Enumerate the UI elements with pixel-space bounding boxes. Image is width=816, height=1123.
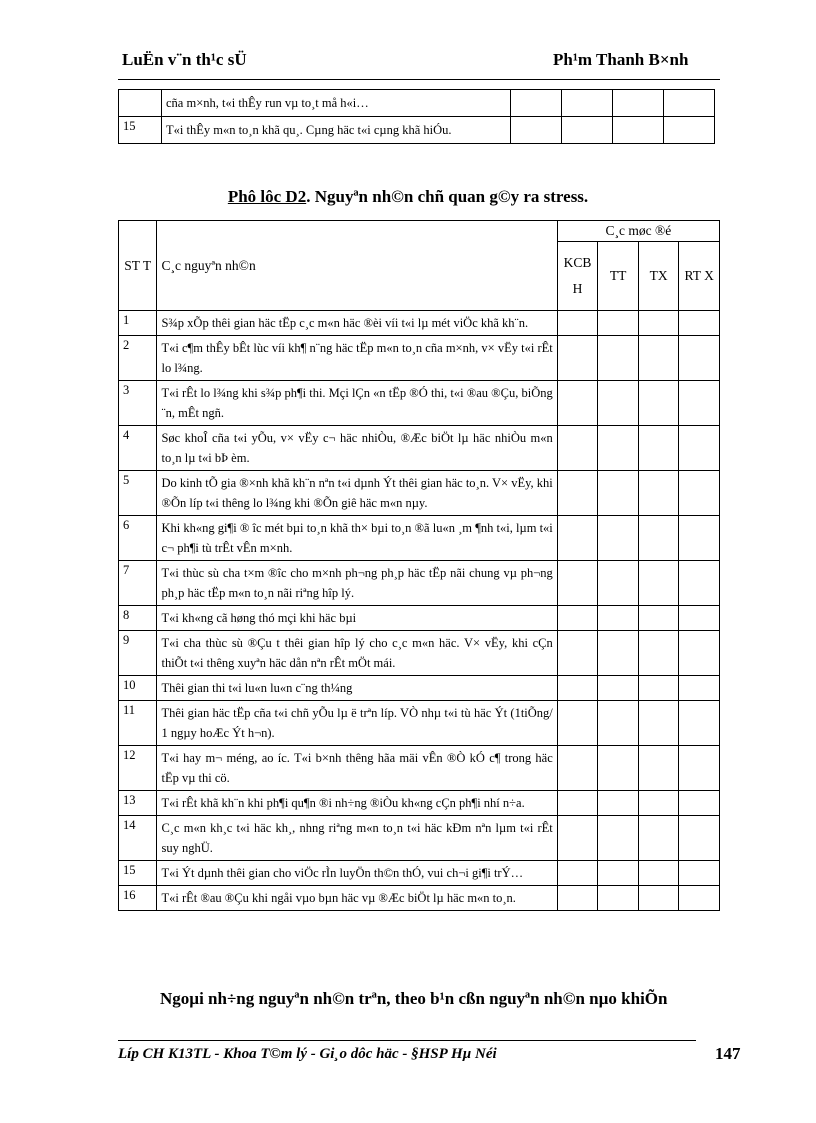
table-row bbox=[119, 631, 720, 676]
level-cell bbox=[613, 117, 664, 144]
section-title bbox=[0, 187, 816, 207]
table-row bbox=[119, 117, 715, 144]
cause-text-cell: T«i c¶m thÊy bÊt lùc víi kh¶ n¨ng häc tËp m«n to¸n cña m×nh, v× vËy t«i rÊt lo l¾ng. bbox=[157, 336, 557, 381]
level-cell bbox=[679, 631, 720, 676]
table-row bbox=[119, 311, 720, 336]
level-cell bbox=[598, 426, 639, 471]
level-cell bbox=[638, 311, 679, 336]
level-cell bbox=[598, 631, 639, 676]
cause-text-cell: Søc khoÎ cña t«i yÕu, v× vËy c¬ häc nhiÒu, ®Æc biÖt lµ häc nhiÒu m«n to¸n lµ t«i bÞ èm. bbox=[157, 426, 557, 471]
table-row bbox=[119, 381, 720, 426]
level-cell bbox=[557, 701, 598, 746]
stt-cell bbox=[119, 90, 162, 117]
header-divider bbox=[118, 79, 720, 80]
level-cell bbox=[679, 746, 720, 791]
level-cell bbox=[638, 631, 679, 676]
level-cell bbox=[638, 471, 679, 516]
col-header-stt: ST T bbox=[119, 221, 157, 311]
cause-text-cell: Thêi gian häc tËp cña t«i chñ yÕu lµ ë trªn líp. VÒ nhµ t«i tù häc Ýt (1tiÕng/ 1 ngµy hoÆc Ýt h¬n). bbox=[157, 701, 557, 746]
level-cell bbox=[598, 676, 639, 701]
level-cell bbox=[638, 606, 679, 631]
level-cell bbox=[557, 746, 598, 791]
section-title-prefix: Phô lôc D2 bbox=[227, 187, 307, 206]
level-cell bbox=[598, 561, 639, 606]
table-row bbox=[119, 746, 720, 791]
table-row bbox=[119, 471, 720, 516]
level-cell bbox=[562, 90, 613, 117]
col-header-tt: TT bbox=[598, 242, 639, 311]
level-cell bbox=[638, 381, 679, 426]
continuation-text: Ngoµi nh÷ng nguyªn nh©n trªn, theo b¹n cßn nguyªn nh©n nµo khiÕn bbox=[160, 989, 668, 1008]
level-cell bbox=[557, 336, 598, 381]
col-header-causes: C¸c nguyªn nh©n bbox=[157, 221, 557, 311]
level-cell bbox=[598, 606, 639, 631]
level-cell bbox=[598, 381, 639, 426]
stt-cell: 14 bbox=[119, 816, 157, 861]
level-cell bbox=[638, 791, 679, 816]
stt-cell: 2 bbox=[119, 336, 157, 381]
table-row bbox=[119, 701, 720, 746]
table-row bbox=[119, 90, 715, 117]
level-cell bbox=[638, 861, 679, 886]
cause-text-cell: T«i hay m¬ méng, ao íc. T«i b×nh thêng hãa mäi vÊn ®Ò kÓ c¶ trong häc tËp vµ thi cö. bbox=[157, 746, 557, 791]
level-cell bbox=[511, 117, 562, 144]
level-cell bbox=[679, 701, 720, 746]
level-cell bbox=[598, 311, 639, 336]
cause-text-cell: Do kinh tÕ gia ®×nh khã kh¨n nªn t«i dµnh Ýt thêi gian häc to¸n. V× vËy, khi ®Õn líp t«i thêng lo l¾ng khi ®Õn giê häc m«n nµy. bbox=[157, 471, 557, 516]
level-cell bbox=[557, 311, 598, 336]
section-title-text: . Nguyªn nh©n chñ quan g©y ra stress. bbox=[306, 187, 589, 206]
level-cell bbox=[557, 561, 598, 606]
level-cell bbox=[679, 606, 720, 631]
level-cell bbox=[598, 516, 639, 561]
level-cell bbox=[638, 516, 679, 561]
header-thesis-title: LuËn v¨n th¹c sÜ bbox=[122, 50, 247, 69]
level-cell bbox=[598, 471, 639, 516]
level-cell bbox=[511, 90, 562, 117]
level-cell bbox=[638, 701, 679, 746]
level-cell bbox=[598, 701, 639, 746]
col-header-kcbh: KCB H bbox=[557, 242, 598, 311]
level-cell bbox=[598, 886, 639, 911]
cause-text-cell: T«i Ýt dµnh thêi gian cho viÖc rÌn luyÖn th©n thÓ, vui ch¬i gi¶i trÝ… bbox=[157, 861, 557, 886]
table-row bbox=[119, 516, 720, 561]
level-cell bbox=[679, 561, 720, 606]
level-cell bbox=[679, 426, 720, 471]
continued-table bbox=[118, 89, 715, 144]
table-row bbox=[119, 791, 720, 816]
level-cell bbox=[557, 861, 598, 886]
cause-text-cell: Thêi gian thi t«i lu«n lu«n c¨ng th¼ng bbox=[157, 676, 557, 701]
stt-cell: 3 bbox=[119, 381, 157, 426]
col-header-rtx: RT X bbox=[679, 242, 720, 311]
cause-text-cell: T«i rÊt ®au ®Çu khi ngåi vµo bµn häc vµ ®Æc biÖt lµ häc m«n to¸n. bbox=[157, 886, 557, 911]
table-row bbox=[119, 561, 720, 606]
level-cell bbox=[557, 426, 598, 471]
causes-table bbox=[118, 220, 720, 911]
level-cell bbox=[638, 746, 679, 791]
level-cell bbox=[557, 631, 598, 676]
level-cell bbox=[679, 516, 720, 561]
stt-cell: 8 bbox=[119, 606, 157, 631]
level-cell bbox=[557, 516, 598, 561]
table-row bbox=[119, 676, 720, 701]
table-row bbox=[119, 886, 720, 911]
text-cell: T«i thÊy m«n to¸n khã qu¸. Cµng häc t«i cµng khã hiÓu. bbox=[162, 117, 511, 144]
level-cell bbox=[598, 336, 639, 381]
footer-institution: Líp CH K13TL - Khoa T©m lý - Gi¸o dôc häc - §HSP Hµ Néi bbox=[118, 1046, 497, 1062]
level-cell bbox=[638, 336, 679, 381]
stt-cell: 11 bbox=[119, 701, 157, 746]
footer-divider bbox=[118, 1040, 696, 1041]
stt-cell: 12 bbox=[119, 746, 157, 791]
cause-text-cell: T«i kh«ng cã høng thó mçi khi häc bµi bbox=[157, 606, 557, 631]
level-cell bbox=[598, 816, 639, 861]
level-cell bbox=[557, 381, 598, 426]
col-header-tx: TX bbox=[638, 242, 679, 311]
level-cell bbox=[557, 791, 598, 816]
cause-text-cell: T«i rÊt khã kh¨n khi ph¶i qu¶n ®i nh÷ng ®iÒu kh«ng cÇn ph¶i nhí n÷a. bbox=[157, 791, 557, 816]
header-author: Ph¹m Thanh B×nh bbox=[553, 50, 689, 69]
cause-text-cell: T«i rÊt lo l¾ng khi s¾p ph¶i thi. Mçi lÇn «n tËp ®Ó thi, t«i ®au ®Çu, biÕng ¨n, mÊt ngñ. bbox=[157, 381, 557, 426]
level-cell bbox=[638, 426, 679, 471]
level-cell bbox=[557, 886, 598, 911]
level-cell bbox=[557, 816, 598, 861]
level-cell bbox=[679, 676, 720, 701]
level-cell bbox=[598, 861, 639, 886]
stt-cell: 5 bbox=[119, 471, 157, 516]
level-cell bbox=[679, 311, 720, 336]
page-number: 147 bbox=[715, 1044, 741, 1063]
cause-text-cell: T«i thùc sù cha t×m ®îc cho m×nh ph¬ng ph¸p häc tËp nãi chung vµ ph¬ng ph¸p häc tËp m«n to¸n nãi riªng hîp lý. bbox=[157, 561, 557, 606]
table-row bbox=[119, 426, 720, 471]
level-cell bbox=[679, 471, 720, 516]
text-cell: cña m×nh, t«i thÊy run vµ to¸t må h«i… bbox=[162, 90, 511, 117]
level-cell bbox=[557, 676, 598, 701]
level-cell bbox=[638, 676, 679, 701]
cause-text-cell: S¾p xÕp thêi gian häc tËp c¸c m«n häc ®èi víi t«i lµ mét viÖc khã kh¨n. bbox=[157, 311, 557, 336]
stt-cell: 9 bbox=[119, 631, 157, 676]
level-cell bbox=[664, 117, 715, 144]
stt-cell: 6 bbox=[119, 516, 157, 561]
level-cell bbox=[679, 381, 720, 426]
cause-text-cell: T«i cha thùc sù ®Çu t thêi gian hîp lý cho c¸c m«n häc. V× vËy, khi cÇn thiÕt t«i thêng xuyªn häc dån nªn rÊt mÖt mái. bbox=[157, 631, 557, 676]
level-cell bbox=[679, 816, 720, 861]
cause-text-cell: C¸c m«n kh¸c t«i häc kh¸, nhng riªng m«n to¸n t«i häc kÐm nªn lµm t«i rÊt suy nghÜ. bbox=[157, 816, 557, 861]
level-cell bbox=[679, 336, 720, 381]
level-cell bbox=[557, 471, 598, 516]
cause-text-cell: Khi kh«ng gi¶i ® îc mét bµi to¸n khã th× bµi to¸n ®ã lu«n ¸m ¶nh t«i, lµm t«i c¬ ph¶i tù trÊt vÊn m×nh. bbox=[157, 516, 557, 561]
stt-cell: 13 bbox=[119, 791, 157, 816]
stt-cell: 15 bbox=[119, 117, 162, 144]
table-row bbox=[119, 816, 720, 861]
col-header-levels: C¸c møc ®é bbox=[557, 221, 719, 242]
level-cell bbox=[638, 886, 679, 911]
stt-cell: 10 bbox=[119, 676, 157, 701]
stt-cell: 16 bbox=[119, 886, 157, 911]
level-cell bbox=[679, 791, 720, 816]
level-cell bbox=[638, 561, 679, 606]
table-row bbox=[119, 336, 720, 381]
level-cell bbox=[638, 816, 679, 861]
level-cell bbox=[679, 861, 720, 886]
level-cell bbox=[562, 117, 613, 144]
table-row bbox=[119, 606, 720, 631]
stt-cell: 4 bbox=[119, 426, 157, 471]
level-cell bbox=[613, 90, 664, 117]
level-cell bbox=[557, 606, 598, 631]
level-cell bbox=[598, 791, 639, 816]
level-cell bbox=[664, 90, 715, 117]
table-row bbox=[119, 861, 720, 886]
stt-cell: 7 bbox=[119, 561, 157, 606]
stt-cell: 15 bbox=[119, 861, 157, 886]
level-cell bbox=[679, 886, 720, 911]
level-cell bbox=[598, 746, 639, 791]
stt-cell: 1 bbox=[119, 311, 157, 336]
